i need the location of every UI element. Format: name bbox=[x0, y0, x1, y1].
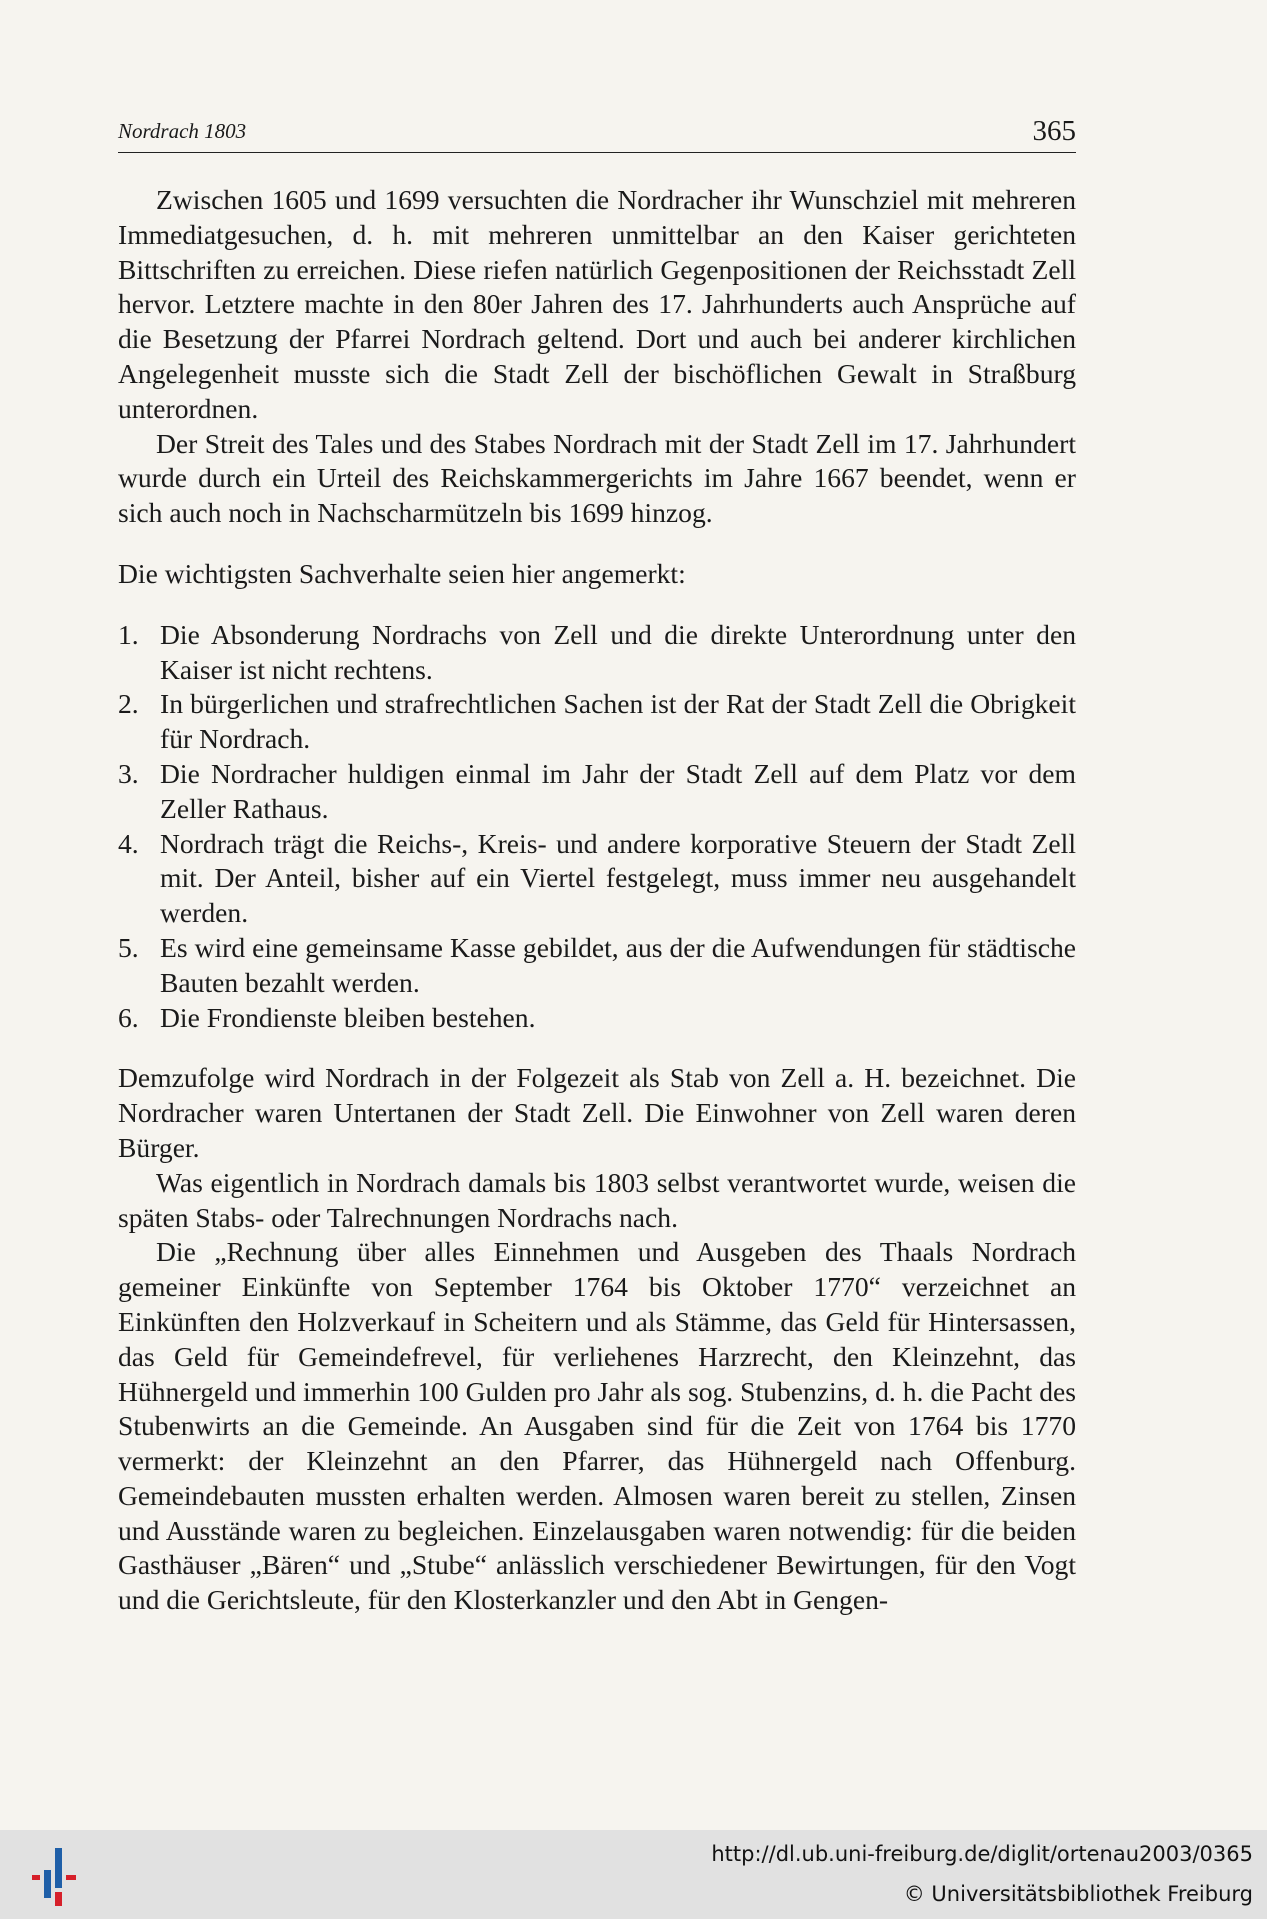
list-item bbox=[118, 687, 1076, 757]
list-item bbox=[118, 618, 1076, 688]
list-item-number: 1. bbox=[118, 618, 139, 650]
running-title: Nordrach 1803 bbox=[118, 119, 247, 143]
page-header bbox=[118, 112, 1076, 153]
paragraph: Zwischen 1605 und 1699 versuchten die Nordracher ihr Wunschziel mit mehreren Immediatgesuchen, d. h. mit mehreren unmittelbar an den Kaiser gerichteten Bittschriften zu erreichen. Diese riefen natürlich Gegenpositionen der Reichsstadt Zell hervor. Letztere machte in den 80er Jahren des 17. Jahrhunderts auch Ansprüche auf die Besetzung der Pfarrei Nordrach geltend. Dort und auch bei anderer kirchlichen Angelegenheit musste sich die Stadt Zell der bischöflichen Gewalt in Straßburg unterordnen. bbox=[118, 184, 1076, 424]
list-item-number: 5. bbox=[118, 931, 139, 963]
paragraph: Was eigentlich in Nordrach damals bis 1803 selbst verantwortet wurde, weisen die späten Stabs- oder Talrechnungen Nordrachs nach. bbox=[118, 1166, 1076, 1233]
list-item bbox=[118, 757, 1076, 827]
paragraph: Demzufolge wird Nordrach in der Folgezeit als Stab von Zell a. H. bezeichnet. Die Nordracher waren Untertanen der Stadt Zell. Die Einwohner von Zell waren deren Bürger. bbox=[118, 1062, 1076, 1163]
list-intro: Die wichtigsten Sachverhalte seien hier angemerkt: bbox=[118, 557, 686, 589]
list-item-text: Die Nordracher huldigen einmal im Jahr der Stadt Zell auf dem Platz vor dem Zeller Rathaus. bbox=[160, 757, 1076, 824]
list-item bbox=[118, 827, 1076, 931]
page-body bbox=[118, 183, 1076, 1618]
list-item bbox=[118, 1001, 1076, 1036]
list-item-number: 4. bbox=[118, 827, 139, 859]
list-item-number: 6. bbox=[118, 1001, 139, 1033]
list-item-text: Nordrach trägt die Reichs-, Kreis- und andere korporative Steuern der Stadt Zell mit. Der Anteil, bisher auf ein Viertel festgelegt, muss immer neu ausgehandelt werden. bbox=[160, 827, 1076, 929]
list-item bbox=[118, 931, 1076, 1001]
list-item-text: Es wird eine gemeinsame Kasse gebildet, aus der die Aufwendungen für städtische Bauten bezahlt werden. bbox=[160, 931, 1076, 998]
list-item-number: 3. bbox=[118, 757, 139, 789]
viewer-footer bbox=[0, 1830, 1267, 1919]
list-item-text: Die Absonderung Nordrachs von Zell und die direkte Unterordnung unter den Kaiser ist nicht rechtens. bbox=[160, 618, 1076, 685]
paragraph: Die „Rechnung über alles Einnehmen und Ausgeben des Thaals Nordrach gemeiner Einkünfte von September 1764 bis Oktober 1770“ verzeichnet an Einkünften den Holzverkauf in Scheitern und als Stämme, das Geld für Hintersassen, das Geld für Gemeindefrevel, für verliehenes Harzrecht, den Kleinzehnt, das Hühnergeld und immerhin 100 Gulden pro Jahr als sog. Stubenzins, d. h. die Pacht des Stubenwirts an die Gemeinde. An Ausgaben sind für die Zeit von 1764 bis 1770 vermerkt: der Kleinzehnt an den Pfarrer, das Hühnergeld nach Offenburg. Gemeindebauten mussten erhalten werden. Almosen waren bereit zu stellen, Zinsen und Ausstände waren zu begleichen. Einzelausgaben waren notwendig: für die beiden Gasthäuser „Bären“ und „Stube“ anlässlich verschiedener Bewirtungen, für den Vogt und die Gerichtsleute, für den Klosterkanzler und den Abt in Gengen- bbox=[118, 1236, 1076, 1616]
facts-list bbox=[118, 618, 1076, 1036]
paragraph: Der Streit des Tales und des Stabes Nordrach mit der Stadt Zell im 17. Jahrhundert wurde durch ein Urteil des Reichskammergerichts im Jahre 1667 beendet, wenn er sich auch noch in Nachscharmützeln bis 1699 hinzog. bbox=[118, 427, 1076, 529]
footer-copyright: © Universitätsbibliothek Freiburg bbox=[903, 1882, 1253, 1906]
list-item-text: In bürgerlichen und strafrechtlichen Sachen ist der Rat der Stadt Zell die Obrigkeit für Nordrach. bbox=[160, 688, 1076, 755]
list-item-number: 2. bbox=[118, 688, 139, 720]
footer-url-link[interactable]: http://dl.ub.uni-freiburg.de/diglit/ortenau2003/0365 bbox=[711, 1842, 1253, 1866]
list-item-text: Die Frondienste bleiben bestehen. bbox=[160, 1001, 536, 1033]
page-number: 365 bbox=[1032, 115, 1076, 147]
ub-freiburg-logo-icon bbox=[30, 1840, 82, 1910]
